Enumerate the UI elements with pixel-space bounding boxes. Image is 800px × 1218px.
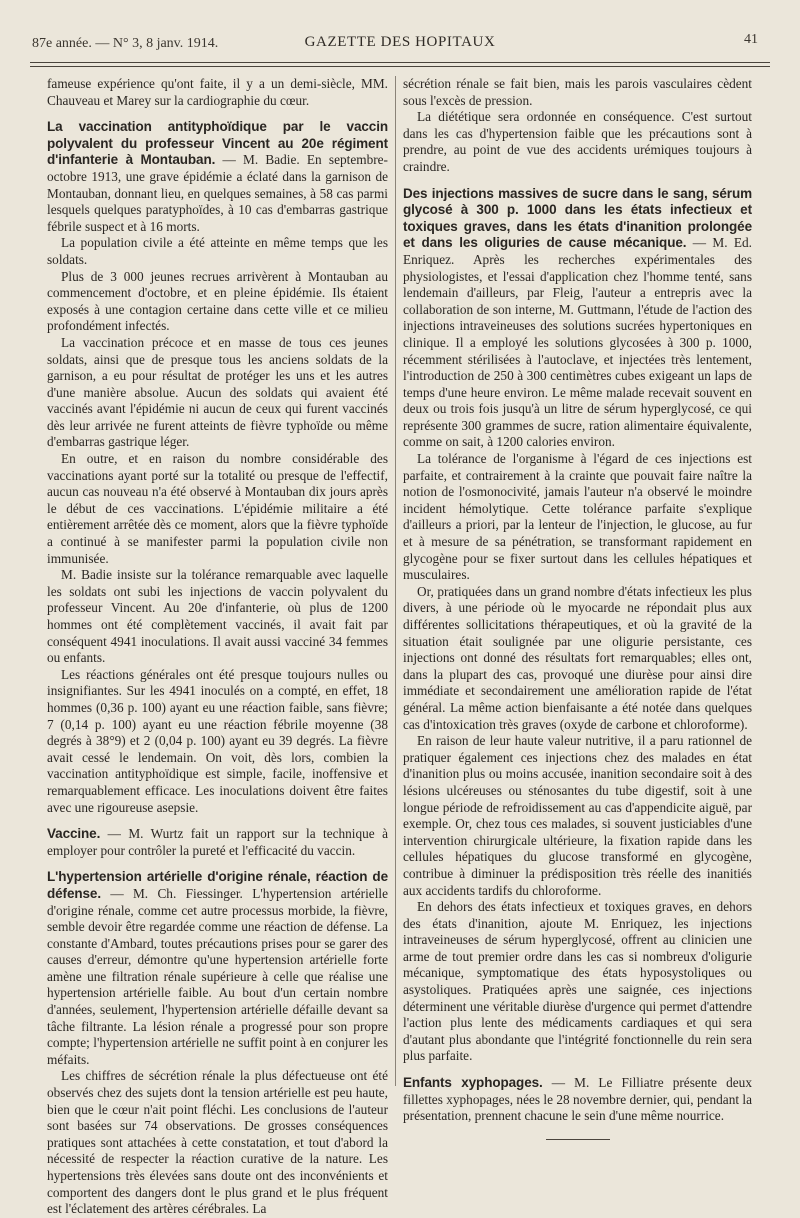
paragraph: Les chiffres de sécrétion rénale la plus défectueuse ont été observés chez des sujets dont la tension artérielle est peu haute, bien que le cœur n'ait point fléchi. Les conclusions de l'auteur sont basées sur 74 observations. De grosses conséquences pratiques sont attachées à cette constatation, et tout d'abord la nécessité de respecter la réaction curative de la nature. Les hypertensions très élevées sans doute ont des inconvénients et comportent des dangers dont le plus grand et le plus fréquent est l'éclatement des artères cérébrales. La bbox=[47, 1068, 388, 1217]
paragraph: La population civile a été atteinte en même temps que les soldats. bbox=[47, 235, 388, 267]
article-heading: Enfants xyphopages. bbox=[403, 1075, 543, 1091]
column-divider bbox=[395, 76, 396, 1086]
header-rule-double bbox=[30, 66, 770, 67]
left-column bbox=[47, 76, 388, 1218]
article-hypertension bbox=[47, 869, 388, 1217]
page-number: 41 bbox=[744, 32, 758, 47]
article-lead: — M. Ed. Enriquez. Après les recherches expérimentales des physiologistes, et l'essai d'application chez l'homme tenté, sans lendemain d'ailleurs, par Fleig, l'auteur a entrepris avec la collaboration de son interne, M. Guttmann, l'étude de l'action des injections intraveineuses des solutions sucrées hypertoniques en clinique. Il a employé les solutions glycosées à 300 p. 1000, récemment stérilisées à l'autoclave, et injectées très lentement, l'introduction de 250 à 300 centimètres cubes exigeant un laps de temps d'une heure environ. Le même malade recevait souvent en deux ou trois fois jusqu'à un litre de sérum hyperglycosé, ce qui représente 300 grammes de sucre, ration alimentaire équivalente, comme on sait, à 1200 calories environ. bbox=[403, 235, 752, 450]
header-rule bbox=[30, 62, 770, 63]
article-heading: Vaccine. bbox=[47, 826, 101, 842]
article-vaccine bbox=[47, 826, 388, 859]
article-heading: L'hypertension artérielle d'origine rénale, réaction de défense. bbox=[47, 869, 388, 901]
paragraph: En raison de leur haute valeur nutritive, il a paru rationnel de pratiquer également ces injections chez des malades en état d'inanition plus ou moins accusée, inanition secondaire soit à des lésions ulcéreuses ou sténosantes du tube digestif, soit à une longue période de refroidissement au cas d'appendicite aiguë, par exemple. Or, chez tous ces malades, si souvent justiciables d'une intervention chirurgicale ultérieure, la fixation rapide dans les cellules hépatiques du glucose transformé en glycogène, contribue à diminuer la prédisposition très réelle des inanitiés aux accidents tardifs du chloroforme. bbox=[403, 733, 752, 898]
paragraph: La diététique sera ordonnée en conséquence. C'est surtout dans les cas d'hypertension faible que les précautions sont à prendre, au point de vue des accidents urémiques toujours à craindre. bbox=[403, 109, 752, 174]
page-header bbox=[30, 28, 770, 54]
article-sugar-injections bbox=[403, 186, 752, 1065]
article-lead: — M. Le Filliatre présente deux fillettes xyphopages, nées le 28 novembre dernier, qui, pendant la présentation, prennent chacune le sein d'une même nourrice. bbox=[403, 1075, 752, 1124]
paragraph: Plus de 3 000 jeunes recrues arrivèrent à Montauban au commencement d'octobre, et en pleine épidémie. Ils étaient exposés à une contagion certaine dans cette ville et ce milieu profondément infectés. bbox=[47, 268, 388, 334]
article-heading: Des injections massives de sucre dans le sang, sérum glycosé à 300 p. 1000 dans les états infectieux et toxiques graves, dans les états d'inanition prolongée et dans les oliguries de cause mécanique. bbox=[403, 185, 752, 251]
paragraph: La tolérance de l'organisme à l'égard de ces injections est parfaite, et contrairement à la crainte que pouvait faire naître la notion de l'osmonocivité, jamais l'auteur n'a observé le moindre incident hémolytique. Cette tolérance parfaite s'explique d'ailleurs a priori, par la lenteur de l'injection, le glucose, au fur et à mesure de sa pénétration, se transformant rapidement en glycogène pour se fixer surtout dans les cellules hépatiques et musculaires. bbox=[403, 451, 752, 583]
right-column bbox=[403, 76, 752, 1140]
article-lead: — M. Ch. Fiessinger. L'hypertension artérielle d'origine rénale, comme cet autre processus morbide, la fièvre, semble devoir être regardée comme une réaction de défense. La constante d'Ambard, toutes précautions prises pour se garer des causes d'erreur, démontre qu'une hypertension artérielle forte amène une filtration rénale supérieure à celle que réalise une hypertension artérielle faible. Au bout d'un certain nombre d'années, seulement, l'hypertension artérielle défaille devant sa tâche filtrante. La lésion rénale a progressé pour son propre compte; l'hypertension artérielle ne suffit point à en conjurer les méfaits. bbox=[47, 885, 388, 1067]
paragraph: fameuse expérience qu'ont faite, il y a un demi-siècle, MM. Chauveau et Marey sur la cardiographie du cœur. bbox=[47, 76, 388, 108]
article-lead: — M. Wurtz fait un rapport sur la technique à employer pour contrôler la pureté et l'efficacité du vaccin. bbox=[47, 826, 388, 858]
paragraph: sécrétion rénale se fait bien, mais les parois vasculaires cèdent sous l'excès de pression. bbox=[403, 76, 752, 108]
paragraph: En dehors des états infectieux et toxiques graves, en dehors des états d'inanition, ajoute M. Enriquez, les injections intraveineuses de sérum hyperglycosé, offrent au clinicien une arme de tout premier ordre dans les cas si nombreux d'oligurie mécanique, symptomatique des états hyposystoliques ou asystoliques. Pratiquées après une saignée, ces injections déterminent une véritable diurèse d'urgence qui permet d'attendre l'action plus lente des médicaments cardiaques et qui sera d'autant plus abondante que l'intégrité fonctionnelle du rein sera plus parfaite. bbox=[403, 899, 752, 1064]
article-vaccination bbox=[47, 119, 388, 816]
article-lead: — M. Badie. En septembre-octobre 1913, une grave épidémie a éclaté dans la garnison de Montauban, donnant lieu, en quelques semaines, à 58 cas parmi lesquels quelques paratyphoïdes, à 10 cas d'embarras gastrique fébrile suspect et à 16 morts. bbox=[47, 152, 388, 234]
article-xyphopages bbox=[403, 1075, 752, 1125]
journal-title: GAZETTE DES HOPITAUX bbox=[304, 34, 496, 50]
paragraph: La vaccination précoce et en masse de tous ces jeunes soldats, ainsi que de presque tous les anciens soldats de la garnison, a eu pour résultat de protéger les uns et les autres d'une manière absolue. Aucun des soldats qui avaient été vaccinés avant l'épidémie ni aucun de ceux qui furent vaccinés dès leur arrivée ne furent atteints de fièvre typhoïde ou même d'embarras gastrique léger. bbox=[47, 334, 388, 450]
paragraph: Or, pratiquées dans un grand nombre d'états infectieux les plus divers, à une période où le myocarde ne répondait plus aux différentes sollicitations thérapeutiques, et où la gravité de la situation était soulignée par une oligurie persistante, ces injections ont donné des résultats fort remarquables; elles ont, dans la plupart des cas, provoqué une diurèse pour ainsi dire immédiate et secondairement une amélioration rapide de l'état général. La même action bienfaisante a été notée dans quelques cas d'intoxication très graves (oxyde de carbone et chloroforme). bbox=[403, 583, 752, 732]
article-heading: La vaccination antityphoïdique par le vaccin polyvalent du professeur Vincent au 20e régiment d'infanterie à Montauban. bbox=[47, 119, 388, 168]
issue-info: 87e année. — N° 3, 8 janv. 1914. bbox=[32, 36, 219, 51]
paragraph: Les réactions générales ont été presque toujours nulles ou insignifiantes. Sur les 4941 inoculés on a compté, en effet, 18 hommes (0,36 p. 100) ayant eu une réaction faible, sans fièvre; 7 (0,14 p. 100) ayant eu une réaction fébrile moyenne (38 degrés à 38°9) et 2 (0,04 p. 100) ayant eu 39 degrés. La fièvre avait cessé le lendemain. On voit, dès lors, combien la vaccination antityphoïdique est simple, facile, inoffensive et remarquablement efficace. Les inoculations doivent être faites avec une rigoureuse asepsie. bbox=[47, 666, 388, 815]
end-rule bbox=[546, 1139, 610, 1140]
paragraph: En outre, et en raison du nombre considérable des vaccinations ayant porté sur la totalité ou presque de l'effectif, aucun cas nouveau n'a été observé à Montauban dix jours après le début de ces vaccinations. L'épidémie militaire a été entièrement arrêtée dès ce moment, alors que la fièvre typhoïde a continué à se manifester parmi la population civile non immunisée. bbox=[47, 451, 388, 566]
paragraph: M. Badie insiste sur la tolérance remarquable avec laquelle les soldats ont subi les injections de vaccin polyvalent du professeur Vincent. Au 20e d'infanterie, où plus de 1200 hommes ont été complètement vaccinés, il avait fait par conséquent 4941 inoculations. Il avait aussi vacciné 34 femmes ou enfants. bbox=[47, 567, 388, 666]
